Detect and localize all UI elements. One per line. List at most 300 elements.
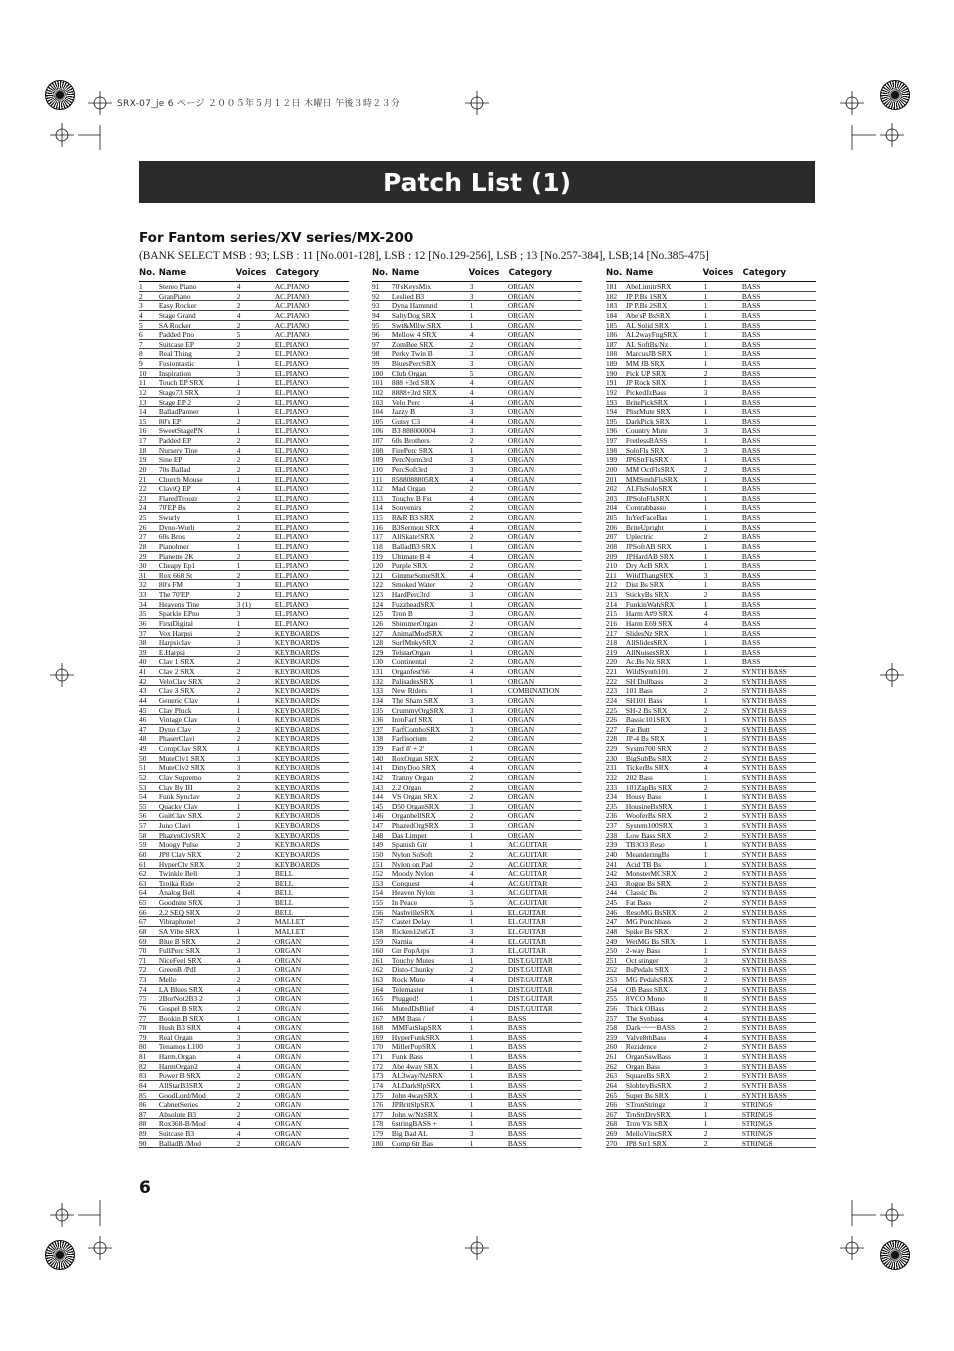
patch-number: 20 bbox=[139, 464, 147, 474]
header-no: No. bbox=[372, 268, 389, 278]
patch-category: ORGAN bbox=[274, 1109, 302, 1119]
patch-name: FirePerc SRX bbox=[391, 445, 434, 455]
patch-voices: 4 bbox=[469, 387, 474, 397]
patch-voices: 2 bbox=[703, 1129, 708, 1138]
table-row bbox=[139, 301, 349, 311]
patch-number: 166 bbox=[372, 1003, 384, 1013]
patch-name: Super Bs SRX bbox=[625, 1090, 670, 1100]
patch-category: BASS bbox=[741, 464, 761, 474]
table-row bbox=[139, 417, 349, 427]
patch-name: JPBritSlpSRX bbox=[391, 1100, 435, 1109]
table-row bbox=[372, 783, 582, 793]
patch-name: IronFarf SRX bbox=[391, 715, 433, 724]
patch-category: SYNTH BASS bbox=[741, 878, 787, 888]
patch-name: Generic Clav bbox=[158, 695, 199, 705]
patch-category: EL.PIANO bbox=[274, 416, 309, 426]
table-row bbox=[372, 503, 582, 513]
patch-name: HyperClv SRX bbox=[158, 859, 205, 869]
table-row bbox=[606, 503, 816, 513]
table-row bbox=[606, 542, 816, 552]
patch-category: SYNTH BASS bbox=[741, 1061, 787, 1071]
patch-category: EL.PIANO bbox=[274, 349, 309, 358]
patch-category: EL.PIANO bbox=[274, 445, 309, 455]
table-row bbox=[139, 571, 349, 581]
table-row bbox=[606, 1014, 816, 1024]
patch-category: SYNTH BASS bbox=[741, 840, 787, 849]
table-row bbox=[139, 600, 349, 610]
patch-number: 209 bbox=[606, 551, 618, 561]
patch-number: 180 bbox=[372, 1138, 384, 1148]
patch-name: Easy Rocker bbox=[158, 301, 197, 310]
patch-number: 61 bbox=[139, 859, 147, 869]
patch-voices: 1 bbox=[469, 955, 474, 965]
table-row bbox=[139, 532, 349, 542]
patch-voices: 1 bbox=[469, 647, 474, 657]
patch-number: 22 bbox=[139, 484, 147, 494]
patch-category: EL.PIANO bbox=[274, 513, 309, 522]
patch-category: DIST.GUITAR bbox=[507, 994, 553, 1003]
patch-number: 254 bbox=[606, 984, 618, 994]
patch-name: Clav 2 SRX bbox=[158, 667, 195, 676]
table-row bbox=[139, 908, 349, 918]
patch-number: 43 bbox=[139, 686, 147, 696]
patch-number: 223 bbox=[606, 686, 618, 696]
patch-category: ORGAN bbox=[507, 561, 535, 570]
patch-name: JPSoloFlsSRX bbox=[625, 493, 670, 503]
patch-number: 46 bbox=[139, 715, 147, 725]
patch-category: AC.PIANO bbox=[274, 320, 310, 330]
patch-number: 104 bbox=[372, 407, 384, 417]
patch-number: 32 bbox=[139, 580, 147, 590]
patch-voices: 4 bbox=[469, 551, 474, 561]
table-row bbox=[372, 850, 582, 860]
table-row bbox=[606, 1110, 816, 1120]
patch-category: BASS bbox=[507, 1109, 527, 1119]
patch-name: Pianette 2K bbox=[158, 551, 194, 561]
patch-category: EL.PIANO bbox=[274, 618, 309, 628]
patch-voices: 1 bbox=[703, 638, 708, 648]
patch-voices: 3 bbox=[469, 464, 474, 474]
table-row bbox=[606, 792, 816, 802]
patch-name: AnimalModSRX bbox=[391, 628, 443, 638]
patch-voices: 2 bbox=[469, 532, 474, 542]
patch-category: ORGAN bbox=[274, 1080, 302, 1090]
patch-number: 132 bbox=[372, 676, 384, 686]
patch-number: 240 bbox=[606, 849, 618, 859]
table-row bbox=[139, 917, 349, 927]
patch-name: Clav By III bbox=[158, 782, 193, 792]
patch-name: The 70'EP bbox=[158, 590, 190, 599]
patch-number: 72 bbox=[139, 965, 147, 975]
patch-number: 141 bbox=[372, 763, 384, 773]
patch-voices: 2 bbox=[236, 522, 241, 532]
patch-name: Abe'sP BsSRX bbox=[625, 310, 671, 320]
patch-name: RoxOrgan SRX bbox=[391, 753, 439, 763]
patch-name: WildThangSRX bbox=[625, 570, 674, 580]
patch-category: EL.PIANO bbox=[274, 368, 309, 378]
patch-name: MG PedalsSRX bbox=[625, 975, 674, 984]
patch-category: BASS bbox=[741, 455, 761, 464]
patch-category: ORGAN bbox=[507, 349, 535, 358]
patch-voices: 4 bbox=[469, 522, 474, 532]
patch-number: 182 bbox=[606, 291, 618, 301]
patch-name: FirstDigital bbox=[158, 618, 193, 628]
patch-name: 80's EP bbox=[158, 416, 181, 426]
table-row bbox=[372, 513, 582, 523]
patch-number: 107 bbox=[372, 436, 384, 445]
patch-voices: 2 bbox=[236, 532, 241, 542]
patch-category: SYNTH BASS bbox=[741, 859, 787, 869]
patch-number: 65 bbox=[139, 898, 147, 907]
patch-voices: 1 bbox=[703, 946, 708, 956]
patch-category: SYNTH BASS bbox=[741, 821, 787, 830]
patch-category: SYNTH BASS bbox=[741, 715, 787, 724]
patch-name: Power B SRX bbox=[158, 1071, 201, 1080]
patch-voices: 1 bbox=[469, 686, 474, 696]
patch-category: SYNTH BASS bbox=[741, 801, 787, 811]
patch-number: 174 bbox=[372, 1080, 384, 1090]
patch-name: B3Sermon SRX bbox=[391, 522, 440, 532]
table-row bbox=[139, 1110, 349, 1120]
patch-voices: 1 bbox=[236, 695, 241, 705]
patch-category: ORGAN bbox=[274, 1119, 302, 1128]
patch-name: Spike Bs SRX bbox=[625, 926, 669, 936]
table-row bbox=[606, 638, 816, 648]
table-row bbox=[139, 821, 349, 831]
table-row bbox=[606, 475, 816, 485]
table-row bbox=[606, 369, 816, 379]
patch-voices: 3 bbox=[236, 946, 241, 956]
patch-number: 255 bbox=[606, 994, 618, 1004]
patch-number: 14 bbox=[139, 407, 147, 417]
patch-voices: 2 bbox=[703, 782, 708, 792]
patch-voices: 3 bbox=[703, 426, 708, 436]
patch-number: 66 bbox=[139, 907, 147, 917]
patch-voices: 1 bbox=[703, 772, 708, 782]
patch-name: 2BorNot2B3 2 bbox=[158, 994, 203, 1003]
patch-category: ORGAN bbox=[507, 628, 535, 638]
patch-voices: 2 bbox=[703, 898, 708, 907]
patch-category: ORGAN bbox=[274, 1138, 302, 1148]
patch-voices: 3 bbox=[703, 1052, 708, 1061]
crosshair-icon bbox=[880, 663, 904, 687]
patch-voices: 2 bbox=[236, 878, 241, 888]
patch-name: Oct stinger bbox=[625, 955, 659, 965]
patch-number: 42 bbox=[139, 676, 147, 686]
patch-category: KEYBOARDS bbox=[274, 724, 320, 734]
patch-number: 67 bbox=[139, 917, 147, 927]
patch-voices: 4 bbox=[703, 763, 708, 773]
patch-category: STRINGS bbox=[741, 1109, 773, 1119]
patch-number: 200 bbox=[606, 464, 618, 474]
patch-number: 27 bbox=[139, 532, 147, 542]
patch-number: 76 bbox=[139, 1003, 147, 1013]
table-row bbox=[139, 321, 349, 331]
patch-name: Fat Bass bbox=[625, 898, 652, 907]
patch-name: FuzzheadSRX bbox=[391, 599, 435, 609]
patch-number: 171 bbox=[372, 1052, 384, 1061]
table-row bbox=[372, 436, 582, 446]
table-row bbox=[606, 715, 816, 725]
patch-voices: 2 bbox=[469, 792, 474, 802]
patch-category: KEYBOARDS bbox=[274, 628, 320, 638]
patch-category: BASS bbox=[741, 359, 761, 368]
table-row bbox=[372, 369, 582, 379]
table-row bbox=[139, 1129, 349, 1139]
patch-name: OrganSawBass bbox=[625, 1052, 671, 1061]
patch-number: 249 bbox=[606, 936, 618, 946]
patch-category: ORGAN bbox=[507, 484, 535, 493]
table-row bbox=[372, 311, 582, 321]
patch-voices: 5 bbox=[469, 898, 474, 907]
table-rows bbox=[372, 282, 582, 1148]
patch-number: 40 bbox=[139, 657, 147, 667]
table-row bbox=[606, 455, 816, 465]
patch-name: BluesPercSRX bbox=[391, 359, 437, 368]
patch-category: SYNTH BASS bbox=[741, 686, 787, 695]
patch-voices: 1 bbox=[236, 561, 241, 571]
patch-name: Cheapy Ep1 bbox=[158, 561, 196, 570]
patch-category: SYNTH BASS bbox=[741, 830, 787, 840]
patch-voices: 2 bbox=[703, 1023, 708, 1033]
patch-voices: 2 bbox=[703, 888, 708, 898]
patch-number: 219 bbox=[606, 647, 618, 657]
patch-name: Housy Bass bbox=[625, 792, 662, 801]
patch-name: Dyno-Wurli bbox=[158, 522, 195, 532]
patch-category: AC.PIANO bbox=[274, 330, 310, 339]
patch-name: Low Bass SRX bbox=[625, 830, 672, 840]
patch-number: 184 bbox=[606, 310, 618, 320]
patch-category: ORGAN bbox=[507, 647, 535, 657]
patch-category: SYNTH BASS bbox=[741, 1052, 787, 1061]
table-row bbox=[606, 648, 816, 658]
patch-name: Ac.Bs Nz SRX bbox=[625, 657, 671, 666]
patch-number: 28 bbox=[139, 541, 147, 551]
patch-name: New Riders bbox=[391, 686, 428, 695]
table-row bbox=[606, 349, 816, 359]
crosshair-icon bbox=[465, 1236, 489, 1260]
patch-voices: 4 bbox=[236, 888, 241, 898]
patch-name: JPSoftAB SRX bbox=[625, 541, 672, 551]
patch-category: KEYBOARDS bbox=[274, 821, 320, 830]
patch-category: BASS bbox=[741, 561, 761, 570]
table-row bbox=[372, 840, 582, 850]
patch-number: 17 bbox=[139, 436, 147, 445]
table-row bbox=[606, 359, 816, 369]
patch-category: SYNTH BASS bbox=[741, 772, 787, 782]
table-row bbox=[372, 696, 582, 706]
table-row bbox=[139, 330, 349, 340]
patch-category: AC.PIANO bbox=[274, 282, 310, 291]
patch-name: Suitcase B3 bbox=[158, 1129, 195, 1138]
patch-number: 109 bbox=[372, 455, 384, 465]
patch-name: GimmeSomeSRX bbox=[391, 570, 446, 580]
patch-voices: 4 bbox=[236, 1061, 241, 1071]
patch-voices: 1 bbox=[703, 715, 708, 725]
patch-number: 44 bbox=[139, 695, 147, 705]
patch-name: MMSmthFlsSRX bbox=[625, 474, 679, 484]
patch-name: ClaviQ EP bbox=[158, 484, 191, 493]
patch-voices: 1 bbox=[236, 513, 241, 522]
patch-number: 142 bbox=[372, 772, 384, 782]
patch-name: MG Punchbass bbox=[625, 917, 671, 926]
table-row bbox=[606, 860, 816, 870]
patch-number: 139 bbox=[372, 744, 384, 753]
table-row bbox=[372, 494, 582, 504]
table-row bbox=[372, 879, 582, 889]
table-row bbox=[139, 811, 349, 821]
table-row bbox=[372, 629, 582, 639]
patch-number: 47 bbox=[139, 724, 147, 734]
patch-name: 8588088805RX bbox=[391, 474, 440, 484]
table-row bbox=[372, 600, 582, 610]
patch-category: SYNTH BASS bbox=[741, 676, 787, 686]
patch-name: FullPerc SRX bbox=[158, 946, 201, 955]
table-row bbox=[606, 552, 816, 562]
patch-voices: 1 bbox=[703, 397, 708, 407]
patch-name: Uplectric bbox=[625, 532, 654, 541]
patch-category: BASS bbox=[741, 628, 761, 638]
patch-number: 69 bbox=[139, 936, 147, 946]
patch-voices: 2 bbox=[236, 975, 241, 984]
patch-category: BASS bbox=[741, 426, 761, 435]
table-row bbox=[139, 465, 349, 475]
header-voices: Voices bbox=[702, 268, 734, 278]
patch-name: PercSoft3rd bbox=[391, 464, 428, 474]
patch-name: MuteClv2 SRX bbox=[158, 763, 206, 772]
patch-name: Pick UP SRX bbox=[625, 368, 667, 378]
patch-name: ZomBee SRX bbox=[391, 339, 434, 349]
patch-number: 41 bbox=[139, 667, 147, 676]
patch-category: BASS bbox=[741, 522, 761, 532]
patch-voices: 1 bbox=[469, 1032, 474, 1042]
table-row bbox=[606, 609, 816, 619]
table-row bbox=[139, 898, 349, 908]
patch-category: ORGAN bbox=[507, 811, 535, 820]
patch-number: 100 bbox=[372, 368, 384, 378]
table-row bbox=[606, 773, 816, 783]
table-row bbox=[372, 686, 582, 696]
patch-voices: 1 bbox=[469, 1071, 474, 1081]
table-row bbox=[139, 734, 349, 744]
patch-number: 224 bbox=[606, 695, 618, 705]
table-row bbox=[139, 359, 349, 369]
patch-category: STRINGS bbox=[741, 1129, 773, 1138]
patch-name: 60s Bros bbox=[158, 532, 185, 541]
patch-voices: 1 bbox=[236, 801, 241, 811]
patch-voices: 1 bbox=[703, 282, 708, 291]
patch-number: 34 bbox=[139, 599, 147, 609]
patch-number: 83 bbox=[139, 1071, 147, 1081]
patch-number: 162 bbox=[372, 965, 384, 975]
table-row bbox=[606, 484, 816, 494]
patch-category: ORGAN bbox=[507, 493, 535, 503]
patch-number: 10 bbox=[139, 368, 147, 378]
patch-voices: 3 bbox=[469, 821, 474, 830]
table-row bbox=[606, 426, 816, 436]
patch-name: Bassic101SRX bbox=[625, 715, 671, 724]
patch-name: Swurly bbox=[158, 513, 181, 522]
patch-number: 30 bbox=[139, 561, 147, 571]
patch-name: Conquest bbox=[391, 878, 420, 888]
table-row bbox=[139, 725, 349, 735]
patch-name: ALFlsSoloSRX bbox=[625, 484, 673, 493]
table-row bbox=[606, 330, 816, 340]
patch-number: 196 bbox=[606, 426, 618, 436]
table-row bbox=[139, 802, 349, 812]
patch-name: Farf 8' + 2' bbox=[391, 744, 424, 753]
patch-number: 176 bbox=[372, 1100, 384, 1110]
crosshair-icon bbox=[880, 1203, 904, 1227]
patch-name: JP8 Str1 SRX bbox=[625, 1138, 667, 1148]
patch-number: 12 bbox=[139, 387, 147, 397]
header-category: Category bbox=[742, 268, 787, 278]
patch-voices: 1 bbox=[703, 849, 708, 859]
table-row bbox=[372, 532, 582, 542]
patch-name: SaltyDog SRX bbox=[391, 310, 437, 320]
patch-voices: 1 bbox=[236, 821, 241, 830]
patch-voices: 4 bbox=[469, 570, 474, 580]
patch-name: 70s Ballad bbox=[158, 464, 191, 474]
patch-voices: 2 bbox=[236, 455, 241, 465]
table-row bbox=[606, 600, 816, 610]
patch-number: 239 bbox=[606, 840, 618, 850]
patch-category: ORGAN bbox=[507, 503, 535, 512]
patch-voices: 3 bbox=[236, 753, 241, 763]
patch-category: SYNTH BASS bbox=[741, 1080, 787, 1090]
patch-voices: 1 bbox=[703, 301, 708, 311]
patch-category: BASS bbox=[741, 282, 761, 291]
patch-category: AC.GUITAR bbox=[507, 869, 548, 878]
patch-voices: 3 bbox=[236, 368, 241, 378]
patch-category: EL.PIANO bbox=[274, 580, 309, 589]
patch-category: KEYBOARDS bbox=[274, 792, 320, 801]
patch-number: 77 bbox=[139, 1013, 147, 1023]
patch-category: BASS bbox=[507, 1032, 527, 1042]
patch-number: 172 bbox=[372, 1061, 384, 1071]
table-row bbox=[372, 1081, 582, 1091]
patch-name: Disto-Chunky bbox=[391, 965, 434, 974]
patch-name: Heaven Nylon bbox=[391, 888, 435, 897]
patch-category: ORGAN bbox=[507, 320, 535, 330]
patch-voices: 4 bbox=[469, 869, 474, 879]
patch-name: HousineBsSRX bbox=[625, 801, 673, 811]
patch-voices: 2 bbox=[236, 570, 241, 580]
patch-number: 91 bbox=[372, 282, 380, 291]
patch-name: VeloClav SRX bbox=[158, 676, 203, 686]
patch-category: BASS bbox=[507, 1100, 527, 1109]
patch-number: 185 bbox=[606, 320, 618, 330]
patch-number: 253 bbox=[606, 975, 618, 984]
patch-name: Funk Bass bbox=[391, 1052, 423, 1061]
patch-voices: 1 bbox=[469, 917, 474, 927]
patch-name: Purple SRX bbox=[391, 561, 428, 570]
patch-category: BELL bbox=[274, 888, 294, 897]
patch-name: Padded EP bbox=[158, 436, 192, 445]
patch-category: EL.PIANO bbox=[274, 426, 309, 435]
patch-number: 258 bbox=[606, 1023, 618, 1033]
table-row bbox=[606, 1100, 816, 1110]
table-row bbox=[372, 821, 582, 831]
patch-category: BASS bbox=[741, 570, 761, 580]
patch-voices: 1 bbox=[703, 503, 708, 513]
table-row bbox=[606, 378, 816, 388]
patch-voices: 4 bbox=[236, 282, 241, 291]
crosshair-icon bbox=[50, 663, 74, 687]
crosshair-icon bbox=[840, 91, 864, 115]
patch-name: Das Limpet bbox=[391, 830, 427, 840]
patch-voices: 3 bbox=[703, 570, 708, 580]
